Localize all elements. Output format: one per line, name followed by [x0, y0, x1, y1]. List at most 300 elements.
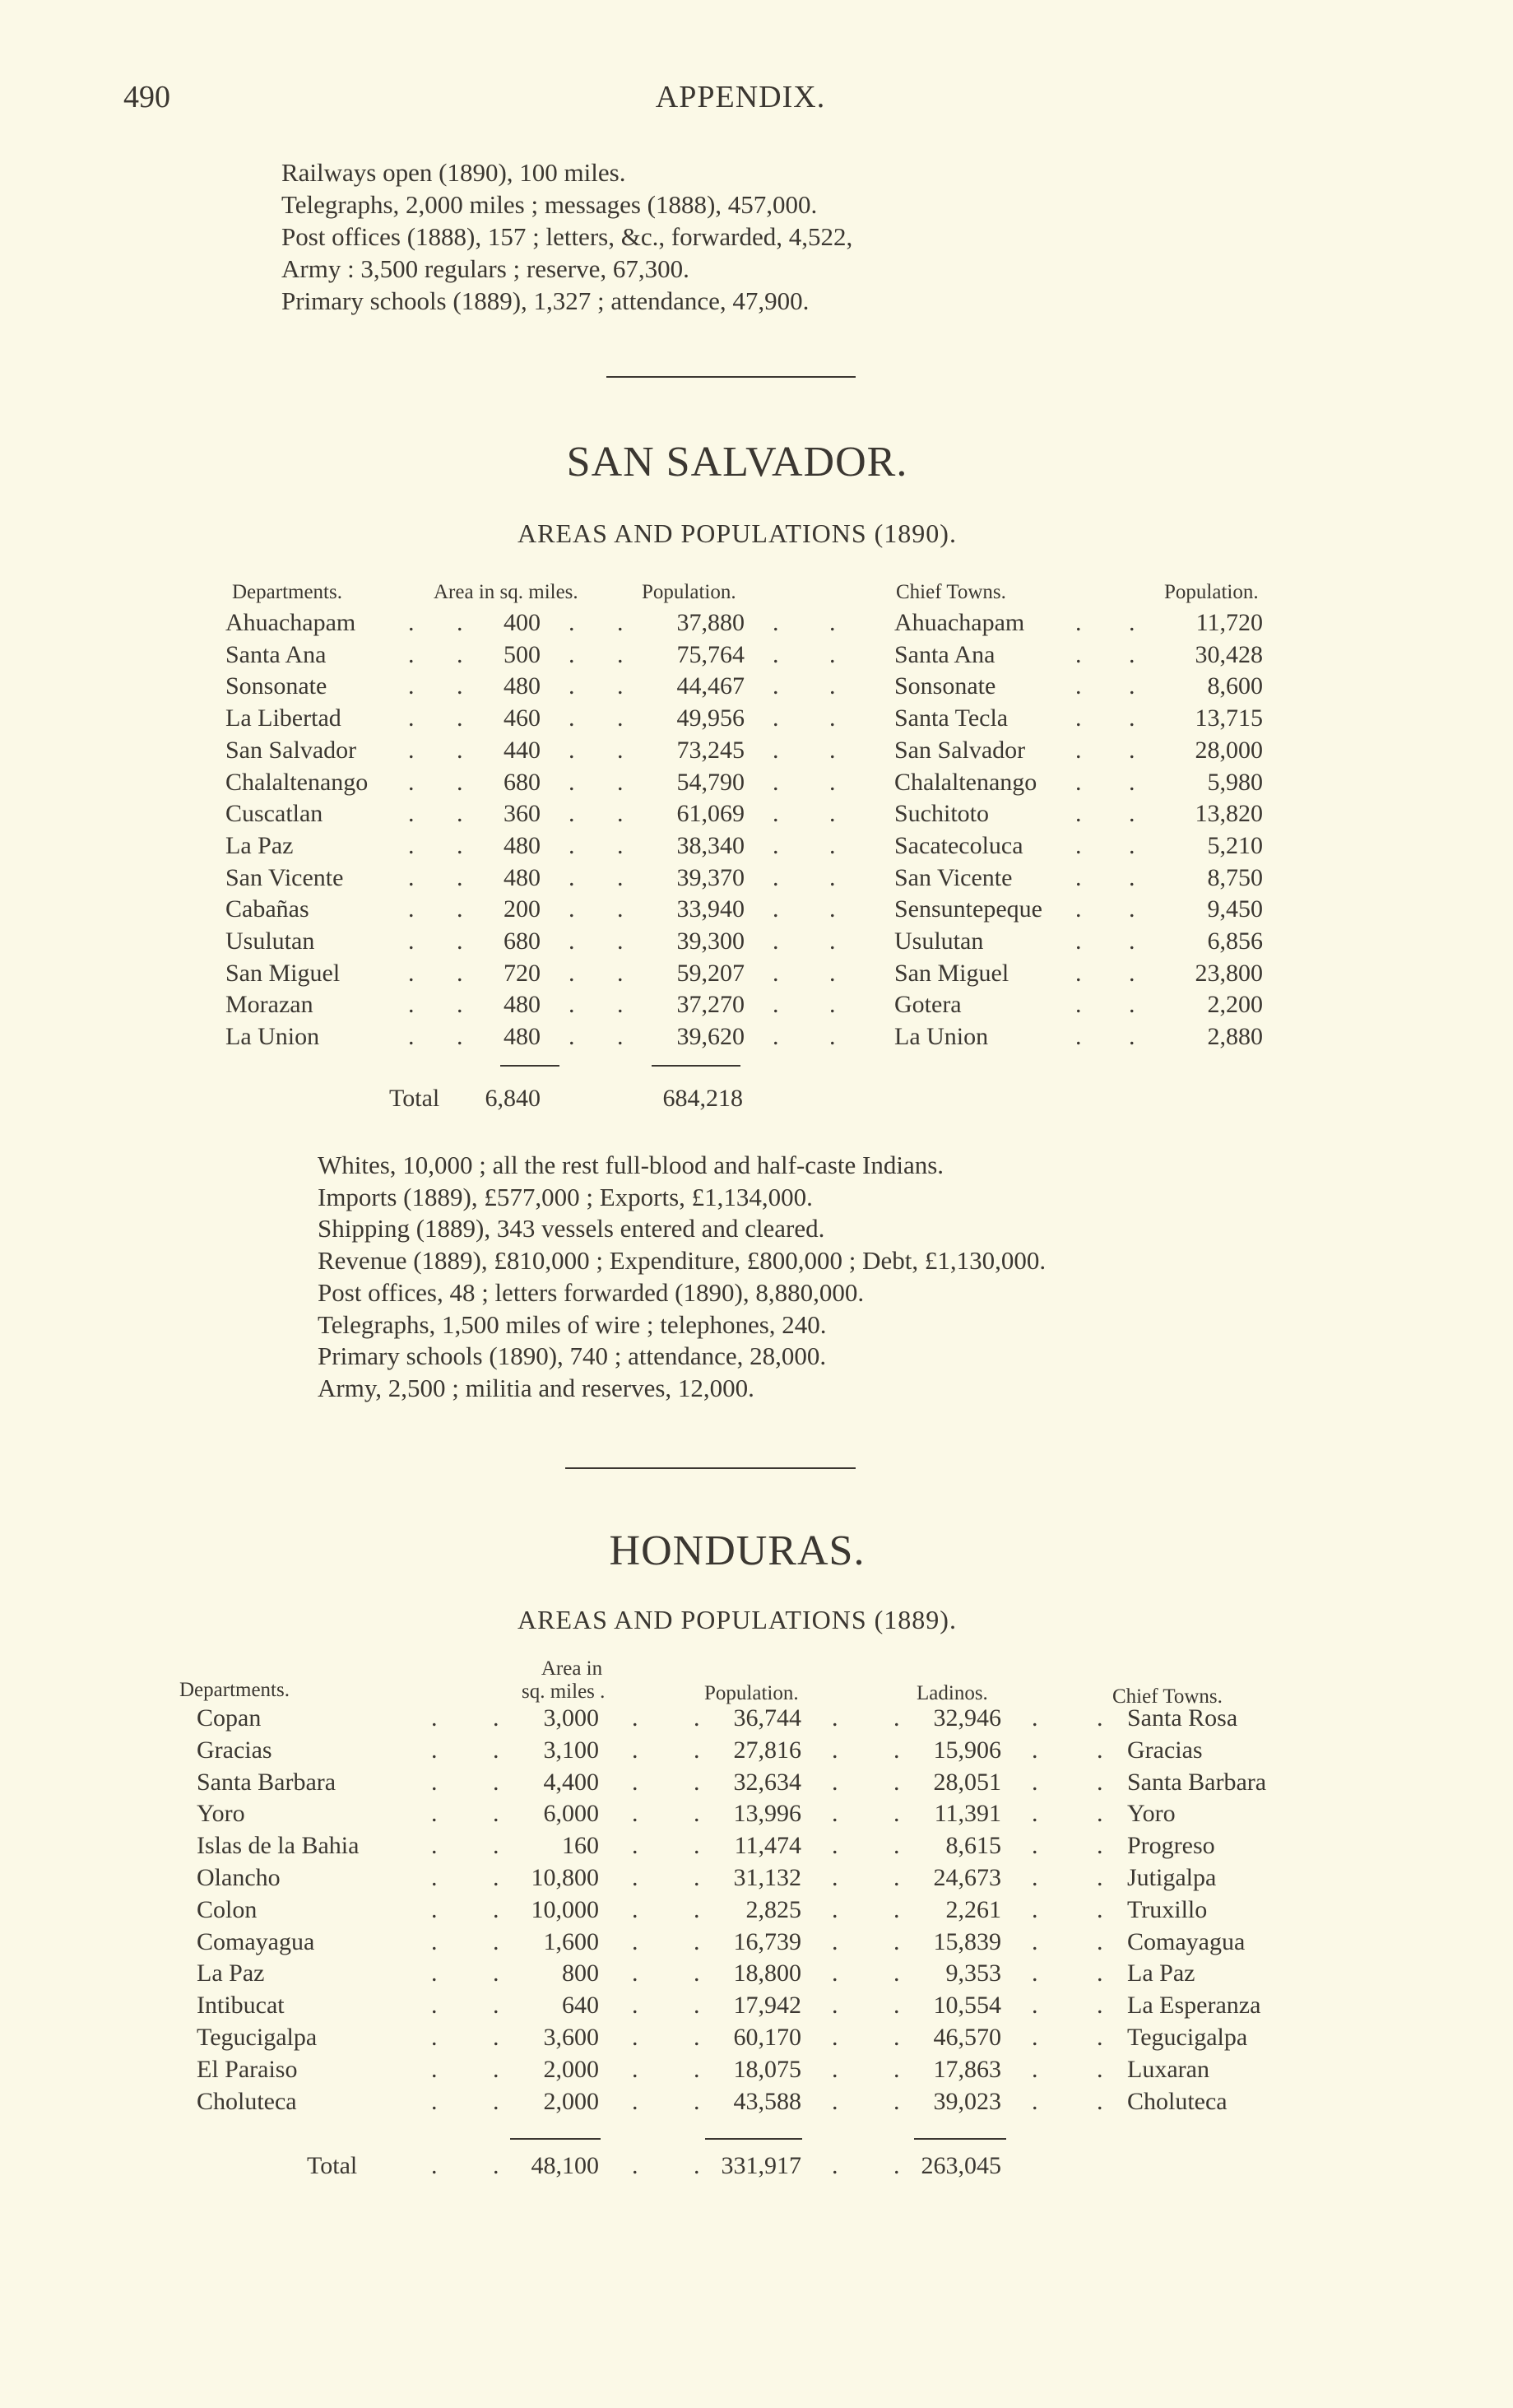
- leader-dot: [829, 800, 836, 828]
- ladinos-value: 17,863: [933, 2055, 1001, 2083]
- leader-dot: [893, 1992, 900, 2020]
- leader-dot: [493, 1769, 499, 1797]
- leader-dot: [832, 1928, 838, 1956]
- population-value: 39,370: [676, 863, 745, 891]
- leader-dot: [617, 895, 624, 923]
- leader-dot: [408, 800, 415, 828]
- department-name: Cuscatlan: [225, 800, 323, 828]
- leader-dot: [893, 2152, 900, 2180]
- leader-dot: [1129, 991, 1135, 1019]
- leader-dot: [1032, 1800, 1038, 1828]
- department-name: La Union: [225, 1023, 320, 1051]
- population-value: 18,800: [733, 1959, 801, 1987]
- leader-dot: [408, 832, 415, 860]
- leader-dot: [832, 1992, 838, 2020]
- department-name: Chalaltenango: [225, 768, 369, 796]
- leader-dot: [617, 864, 624, 892]
- leader-dot: [431, 2056, 438, 2084]
- population-value: 11,474: [734, 1832, 801, 1860]
- area-value: 10,000: [531, 1895, 599, 1923]
- leader-dot: [893, 2088, 900, 2116]
- leader-dot: [1097, 1864, 1103, 1892]
- leader-dot: [632, 2024, 638, 2052]
- area-value: 3,000: [543, 1704, 599, 1732]
- leader-dot: [431, 2088, 438, 2116]
- chief-town-name: Tegucigalpa: [1127, 2024, 1248, 2051]
- department-name: Islas de la Bahia: [197, 1832, 360, 1860]
- leader-dot: [1075, 960, 1082, 988]
- leader-dot: [632, 2056, 638, 2084]
- chief-town-name: Gotera: [894, 991, 962, 1019]
- text-line: Telegraphs, 1,500 miles of wire ; telephones, 240.: [318, 1309, 827, 1339]
- leader-dot: [829, 927, 836, 955]
- town-population-value: 11,720: [1195, 609, 1263, 636]
- leader-dot: [1129, 895, 1135, 923]
- header-departments: Departments.: [232, 581, 342, 603]
- area-value: 2,000: [543, 2055, 599, 2083]
- town-population-value: 23,800: [1195, 959, 1263, 987]
- leader-dot: [1097, 1736, 1103, 1764]
- leader-dot: [1129, 704, 1135, 732]
- leader-dot: [694, 1928, 700, 1956]
- department-name: San Miguel: [225, 959, 341, 987]
- area-value: 720: [504, 959, 541, 987]
- leader-dot: [694, 1832, 700, 1860]
- leader-dot: [1129, 769, 1135, 797]
- department-name: La Libertad: [225, 704, 341, 732]
- leader-dot: [457, 864, 463, 892]
- area-value: 480: [504, 672, 541, 700]
- department-name: San Vicente: [225, 863, 344, 891]
- leader-dot: [773, 609, 779, 637]
- leader-dot: [617, 800, 624, 828]
- leader-dot: [457, 1023, 463, 1051]
- leader-dot: [569, 641, 575, 669]
- text-line: Shipping (1889), 343 vessels entered and cleared.: [318, 1214, 825, 1244]
- text-line: Revenue (1889), £810,000 ; Expenditure, £800,000 ; Debt, £1,130,000.: [318, 1246, 1047, 1276]
- leader-dot: [832, 1800, 838, 1828]
- leader-dot: [493, 2152, 499, 2180]
- leader-dot: [408, 895, 415, 923]
- leader-dot: [1097, 1800, 1103, 1828]
- leader-dot: [617, 832, 624, 860]
- leader-dot: [457, 991, 463, 1019]
- department-name: Colon: [197, 1895, 258, 1923]
- text-line: Primary schools (1889), 1,327 ; attendance, 47,900.: [281, 286, 810, 315]
- leader-dot: [694, 1704, 700, 1732]
- leader-dot: [493, 1832, 499, 1860]
- town-population-value: 2,880: [1207, 1023, 1263, 1051]
- leader-dot: [632, 1704, 638, 1732]
- leader-dot: [457, 832, 463, 860]
- population-value: 39,620: [676, 1023, 745, 1051]
- ladinos-value: 39,023: [933, 2087, 1001, 2115]
- total-area: 48,100: [531, 2152, 599, 2179]
- leader-dot: [493, 2024, 499, 2052]
- leader-dot: [431, 1832, 438, 1860]
- chief-town-name: San Miguel: [894, 959, 1009, 987]
- ladinos-value: 28,051: [933, 1768, 1001, 1796]
- area-value: 160: [562, 1832, 599, 1860]
- leader-dot: [1075, 704, 1082, 732]
- running-head: APPENDIX.: [655, 80, 826, 114]
- leader-dot: [431, 1736, 438, 1764]
- ladinos-value: 15,839: [933, 1927, 1001, 1955]
- honduras-title: HONDURAS.: [609, 1527, 866, 1574]
- leader-dot: [408, 609, 415, 637]
- leader-dot: [457, 927, 463, 955]
- leader-dot: [1129, 641, 1135, 669]
- area-value: 500: [504, 640, 541, 668]
- total-population: 331,917: [721, 2152, 801, 2179]
- population-value: 17,942: [733, 1992, 801, 2020]
- department-name: Cabañas: [225, 895, 309, 923]
- chief-town-name: Jutigalpa: [1127, 1864, 1217, 1891]
- header-population: Population.: [704, 1682, 799, 1704]
- leader-dot: [493, 1704, 499, 1732]
- department-name: La Paz: [225, 831, 294, 859]
- area-value: 360: [504, 800, 541, 828]
- leader-dot: [408, 737, 415, 765]
- leader-dot: [773, 864, 779, 892]
- town-population-value: 30,428: [1195, 640, 1263, 668]
- leader-dot: [457, 895, 463, 923]
- leader-dot: [1075, 737, 1082, 765]
- leader-dot: [457, 960, 463, 988]
- leader-dot: [694, 1959, 700, 1987]
- population-value: 59,207: [676, 959, 745, 987]
- leader-dot: [569, 609, 575, 637]
- chief-town-name: Santa Tecla: [894, 704, 1009, 732]
- leader-dot: [829, 864, 836, 892]
- leader-dot: [1032, 1959, 1038, 1987]
- chief-town-name: Sonsonate: [894, 672, 996, 700]
- leader-dot: [617, 927, 624, 955]
- header-ladinos: Ladinos.: [917, 1682, 988, 1704]
- leader-dot: [893, 1896, 900, 1924]
- leader-dot: [829, 769, 836, 797]
- leader-dot: [1032, 1769, 1038, 1797]
- leader-dot: [431, 1864, 438, 1892]
- department-name: Sonsonate: [225, 672, 327, 700]
- leader-dot: [493, 1864, 499, 1892]
- population-value: 13,996: [733, 1800, 801, 1828]
- area-value: 3,600: [543, 2024, 599, 2051]
- leader-dot: [832, 2088, 838, 2116]
- chief-town-name: Comayagua: [1127, 1927, 1246, 1955]
- leader-dot: [632, 1736, 638, 1764]
- leader-dot: [773, 927, 779, 955]
- leader-dot: [829, 895, 836, 923]
- population-value: 37,880: [676, 609, 745, 636]
- leader-dot: [632, 1800, 638, 1828]
- chief-town-name: La Paz: [1127, 1959, 1195, 1987]
- chief-town-name: La Union: [894, 1023, 989, 1051]
- department-name: Ahuachapam: [225, 609, 356, 636]
- leader-dot: [1032, 1992, 1038, 2020]
- population-value: 36,744: [733, 1704, 801, 1732]
- population-value: 31,132: [733, 1864, 801, 1891]
- leader-dot: [493, 2056, 499, 2084]
- leader-dot: [1129, 927, 1135, 955]
- leader-dot: [1075, 641, 1082, 669]
- chief-town-name: Gracias: [1127, 1736, 1203, 1764]
- leader-dot: [773, 960, 779, 988]
- chief-town-name: Luxaran: [1127, 2055, 1209, 2083]
- town-population-value: 13,820: [1195, 800, 1263, 828]
- leader-dot: [1075, 991, 1082, 1019]
- department-name: Comayagua: [197, 1927, 315, 1955]
- text-line: Army, 2,500 ; militia and reserves, 12,000.: [318, 1373, 754, 1402]
- leader-dot: [431, 1800, 438, 1828]
- population-value: 32,634: [733, 1768, 801, 1796]
- leader-dot: [832, 1959, 838, 1987]
- leader-dot: [1075, 927, 1082, 955]
- leader-dot: [1097, 2056, 1103, 2084]
- leader-dot: [893, 1769, 900, 1797]
- leader-dot: [569, 991, 575, 1019]
- area-value: 800: [562, 1959, 599, 1987]
- town-population-value: 8,600: [1207, 672, 1263, 700]
- area-value: 480: [504, 863, 541, 891]
- leader-dot: [1129, 864, 1135, 892]
- leader-dot: [832, 1896, 838, 1924]
- leader-dot: [493, 1928, 499, 1956]
- leader-dot: [829, 609, 836, 637]
- department-name: Copan: [197, 1704, 262, 1732]
- leader-dot: [1129, 800, 1135, 828]
- header-population: Population.: [642, 581, 736, 603]
- leader-dot: [829, 641, 836, 669]
- ladinos-value: 24,673: [933, 1864, 1001, 1891]
- leader-dot: [1129, 832, 1135, 860]
- population-value: 18,075: [733, 2055, 801, 2083]
- area-value: 480: [504, 991, 541, 1019]
- leader-dot: [431, 1992, 438, 2020]
- department-name: Santa Ana: [225, 640, 327, 668]
- leader-dot: [617, 704, 624, 732]
- leader-dot: [1032, 2024, 1038, 2052]
- leader-dot: [773, 672, 779, 700]
- text-line: Imports (1889), £577,000 ; Exports, £1,134,000.: [318, 1182, 813, 1211]
- chief-town-name: San Salvador: [894, 736, 1026, 764]
- population-value: 39,300: [676, 927, 745, 955]
- leader-dot: [569, 704, 575, 732]
- leader-dot: [773, 704, 779, 732]
- leader-dot: [493, 1896, 499, 1924]
- department-name: Choluteca: [197, 2087, 297, 2115]
- leader-dot: [1075, 1023, 1082, 1051]
- leader-dot: [773, 641, 779, 669]
- honduras-subtitle: AREAS AND POPULATIONS (1889).: [517, 1605, 957, 1634]
- leader-dot: [829, 672, 836, 700]
- department-name: Morazan: [225, 991, 313, 1019]
- leader-dot: [408, 769, 415, 797]
- leader-dot: [1032, 1832, 1038, 1860]
- population-value: 54,790: [676, 768, 745, 796]
- population-value: 43,588: [733, 2087, 801, 2115]
- page-number: 490: [123, 80, 170, 114]
- leader-dot: [1129, 609, 1135, 637]
- leader-dot: [408, 672, 415, 700]
- text-line: Army : 3,500 regulars ; reserve, 67,300.: [281, 254, 689, 283]
- leader-dot: [1075, 800, 1082, 828]
- leader-dot: [1032, 2088, 1038, 2116]
- leader-dot: [569, 895, 575, 923]
- leader-dot: [1097, 1959, 1103, 1987]
- leader-dot: [893, 2024, 900, 2052]
- area-value: 3,100: [543, 1736, 599, 1764]
- population-value: 27,816: [733, 1736, 801, 1764]
- leader-dot: [569, 927, 575, 955]
- leader-dot: [694, 1800, 700, 1828]
- department-name: Tegucigalpa: [197, 2024, 318, 2051]
- leader-dot: [1075, 895, 1082, 923]
- text-line: Post offices, 48 ; letters forwarded (1890), 8,880,000.: [318, 1277, 865, 1307]
- population-value: 75,764: [676, 640, 745, 668]
- leader-dot: [893, 1959, 900, 1987]
- leader-dot: [617, 609, 624, 637]
- total-rule: [500, 1065, 559, 1067]
- chief-town-name: Chalaltenango: [894, 768, 1037, 796]
- total-rule: [510, 2138, 601, 2140]
- area-value: 4,400: [543, 1768, 599, 1796]
- text-line: Railways open (1890), 100 miles.: [281, 158, 626, 187]
- total-label: Total: [307, 2152, 358, 2179]
- leader-dot: [569, 800, 575, 828]
- leader-dot: [832, 1864, 838, 1892]
- leader-dot: [1075, 609, 1082, 637]
- chief-town-name: Usulutan: [894, 927, 984, 955]
- leader-dot: [408, 641, 415, 669]
- leader-dot: [431, 1928, 438, 1956]
- chief-town-name: La Esperanza: [1127, 1992, 1261, 2020]
- leader-dot: [832, 2152, 838, 2180]
- population-value: 2,825: [745, 1895, 801, 1923]
- total-rule: [705, 2138, 802, 2140]
- area-value: 6,000: [543, 1800, 599, 1828]
- chief-town-name: San Vicente: [894, 863, 1013, 891]
- leader-dot: [408, 864, 415, 892]
- leader-dot: [569, 1023, 575, 1051]
- leader-dot: [457, 737, 463, 765]
- ladinos-value: 9,353: [945, 1959, 1001, 1987]
- leader-dot: [1032, 1928, 1038, 1956]
- department-name: El Paraiso: [197, 2055, 298, 2083]
- ladinos-value: 46,570: [933, 2024, 1001, 2051]
- leader-dot: [408, 704, 415, 732]
- area-value: 680: [504, 768, 541, 796]
- population-value: 37,270: [676, 991, 745, 1019]
- leader-dot: [617, 991, 624, 1019]
- leader-dot: [773, 769, 779, 797]
- leader-dot: [832, 1704, 838, 1732]
- population-value: 49,956: [676, 704, 745, 732]
- population-value: 44,467: [676, 672, 745, 700]
- leader-dot: [829, 737, 836, 765]
- chief-town-name: Yoro: [1127, 1800, 1176, 1828]
- leader-dot: [431, 1959, 438, 1987]
- leader-dot: [617, 672, 624, 700]
- leader-dot: [569, 832, 575, 860]
- leader-dot: [694, 1769, 700, 1797]
- leader-dot: [893, 1928, 900, 1956]
- leader-dot: [832, 1736, 838, 1764]
- population-value: 73,245: [676, 736, 745, 764]
- leader-dot: [1097, 1896, 1103, 1924]
- leader-dot: [832, 1832, 838, 1860]
- leader-dot: [694, 1736, 700, 1764]
- ladinos-value: 32,946: [933, 1704, 1001, 1732]
- town-population-value: 28,000: [1195, 736, 1263, 764]
- leader-dot: [457, 641, 463, 669]
- leader-dot: [829, 960, 836, 988]
- leader-dot: [457, 704, 463, 732]
- leader-dot: [1097, 1992, 1103, 2020]
- leader-dot: [1097, 2024, 1103, 2052]
- town-population-value: 5,210: [1207, 831, 1263, 859]
- ladinos-value: 11,391: [934, 1800, 1001, 1828]
- leader-dot: [569, 769, 575, 797]
- leader-dot: [457, 672, 463, 700]
- leader-dot: [773, 991, 779, 1019]
- leader-dot: [1032, 2056, 1038, 2084]
- header-departments: Departments.: [179, 1679, 290, 1701]
- area-value: 480: [504, 831, 541, 859]
- leader-dot: [569, 864, 575, 892]
- leader-dot: [632, 1832, 638, 1860]
- population-value: 16,739: [733, 1927, 801, 1955]
- leader-dot: [1032, 1864, 1038, 1892]
- chief-town-name: Truxillo: [1127, 1895, 1208, 1923]
- leader-dot: [694, 2056, 700, 2084]
- leader-dot: [493, 1736, 499, 1764]
- department-name: Usulutan: [225, 927, 315, 955]
- department-name: Olancho: [197, 1864, 281, 1891]
- leader-dot: [1097, 2088, 1103, 2116]
- leader-dot: [617, 1023, 624, 1051]
- leader-dot: [632, 1959, 638, 1987]
- leader-dot: [694, 2152, 700, 2180]
- leader-dot: [773, 1023, 779, 1051]
- ladinos-value: 10,554: [933, 1992, 1001, 2020]
- leader-dot: [829, 832, 836, 860]
- leader-dot: [408, 991, 415, 1019]
- leader-dot: [408, 927, 415, 955]
- text-line: Whites, 10,000 ; all the rest full-blood and half-caste Indians.: [318, 1151, 944, 1179]
- leader-dot: [632, 1992, 638, 2020]
- area-value: 400: [504, 609, 541, 636]
- area-value: 460: [504, 704, 541, 732]
- leader-dot: [694, 2088, 700, 2116]
- population-value: 38,340: [676, 831, 745, 859]
- leader-dot: [493, 1800, 499, 1828]
- population-value: 61,069: [676, 800, 745, 828]
- ladinos-value: 15,906: [933, 1736, 1001, 1764]
- town-population-value: 13,715: [1195, 704, 1263, 732]
- chief-town-name: Santa Ana: [894, 640, 996, 668]
- department-name: Intibucat: [197, 1992, 285, 2020]
- leader-dot: [773, 800, 779, 828]
- department-name: Santa Barbara: [197, 1768, 336, 1796]
- leader-dot: [569, 672, 575, 700]
- header-chief-towns: Chief Towns.: [1112, 1685, 1223, 1708]
- leader-dot: [431, 1769, 438, 1797]
- ladinos-value: 8,615: [945, 1832, 1001, 1860]
- leader-dot: [1097, 1704, 1103, 1732]
- ladinos-value: 2,261: [945, 1895, 1001, 1923]
- text-line: Telegraphs, 2,000 miles ; messages (1888), 457,000.: [281, 190, 818, 219]
